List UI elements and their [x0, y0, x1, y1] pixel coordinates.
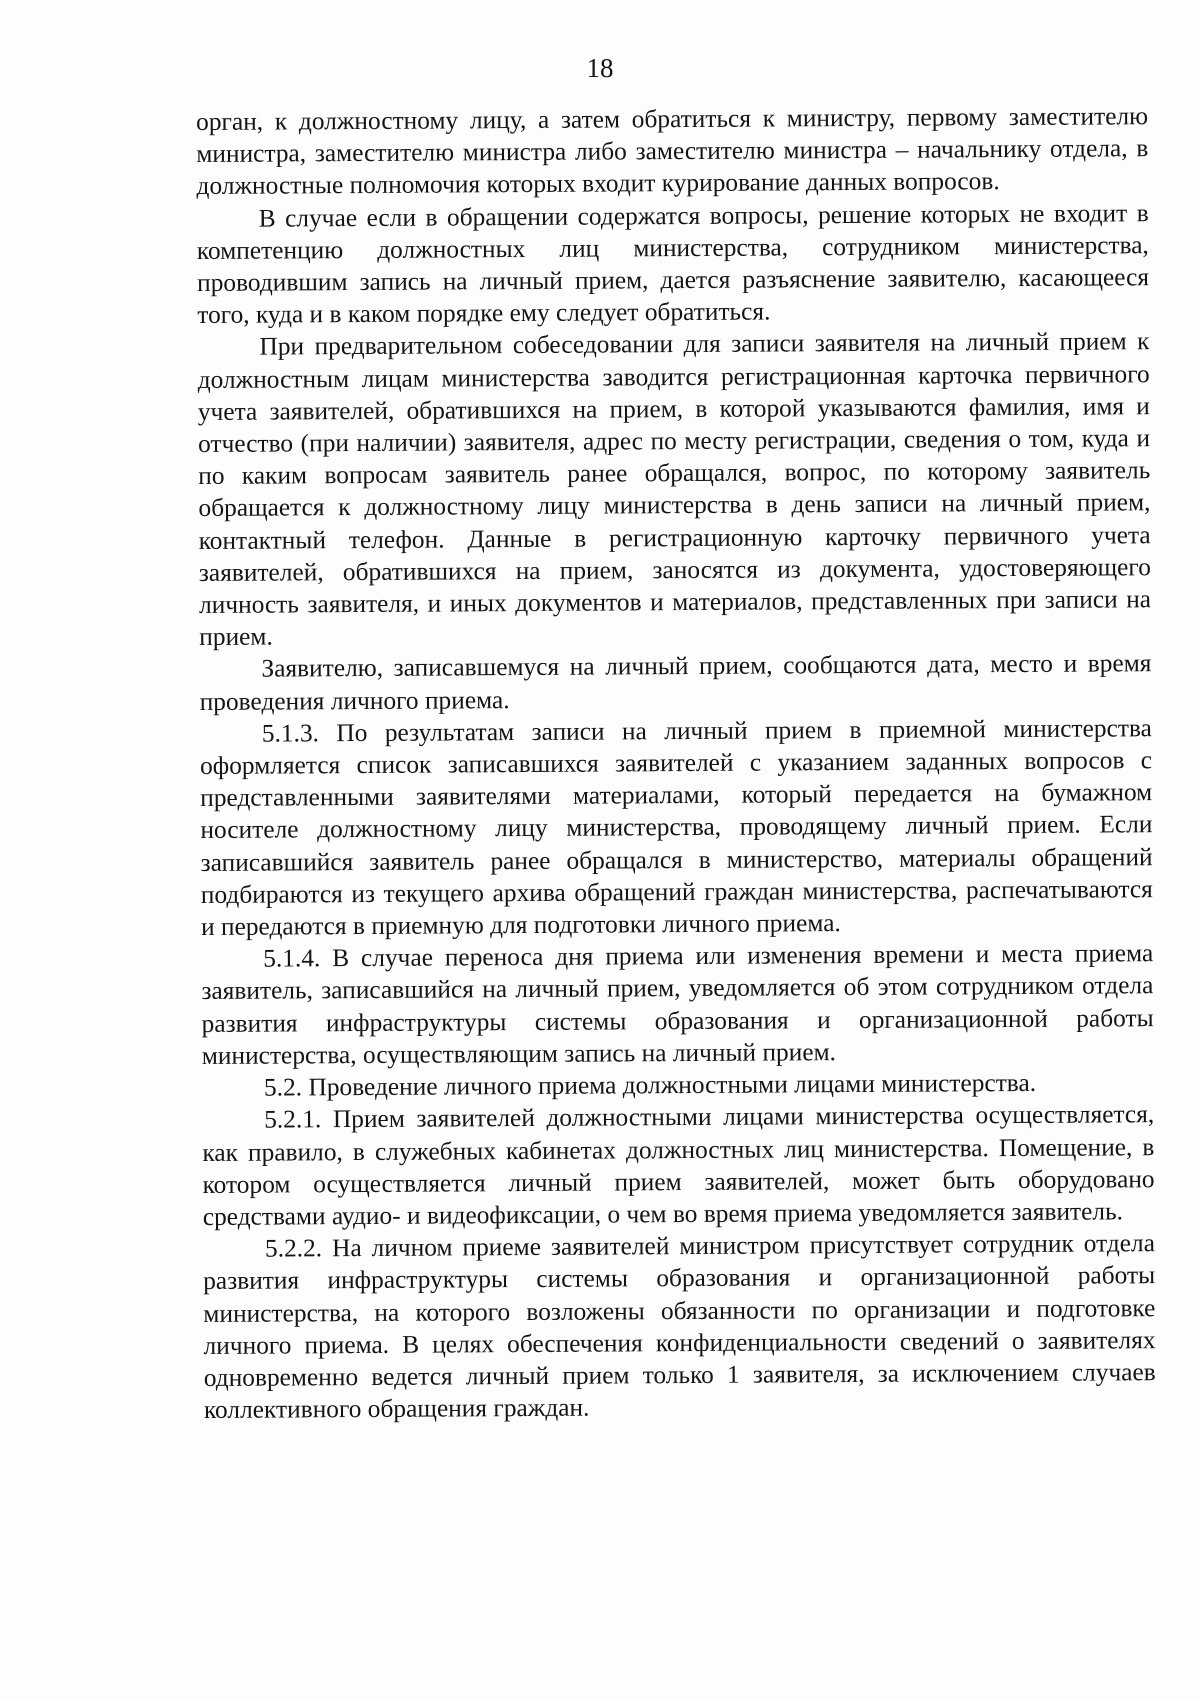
paragraph-date-notification: Заявителю, записавшемуся на личный прием, сообщаются дата, место и время проведения личного приема.	[199, 649, 1152, 716]
paragraph-registration-card: При предварительном собеседовании для записи заявителя на личный прием к должностным лицам министерства заводится регистрационная карточка первичного учета заявителей, обратившихся на прием, в которой указываются фамилия, имя и отчество (при наличии) заявителя, адрес по месту регистрации, сведения о том, куда и по каким вопросам заявитель ранее обращался, вопрос, по которому заявитель обращается к должностному лицу министерства в день записи на личный прием, контактный телефон. Данные в регистрационную карточку первичного учета заявителей, обратившихся на прием, заносятся из документа, удостоверяющего личность заявителя, и иных документов и материалов, представленных при записи на прием.	[197, 327, 1152, 652]
paragraph-continuation: орган, к должностному лицу, а затем обратиться к министру, первому заместителю министра, заместителю министра либо заместителю министра – начальнику отдела, в должностные полномочия которых входит курирование данных вопросов.	[196, 102, 1149, 201]
paragraph-5-2: 5.2. Проведение личного приема должностными лицами министерства.	[263, 1068, 1037, 1102]
paragraph-5-1-3: 5.1.3. По результатам записи на личный прием в приемной министерства оформляется список записавшихся заявителей с указанием заданных вопросов с представленными заявителями материалами, который передается на бумажном носителе должностному лицу министерства, проводящему личный прием. Если записавшийся заявитель ранее обращался в министерство, материалы обращений подбираются из текущего архива обращений граждан министерства, распечатываются и передаются в приемную для подготовки личного приема.	[199, 714, 1153, 942]
paragraph-5-1-4: 5.1.4. В случае переноса дня приема или изменения времени и места приема заявитель, записавшийся на личный прием, уведомляется об этом сотрудником отдела развития инфраструктуры системы образования и организационной работы министерства, осуществляющим запись на личный прием.	[201, 939, 1154, 1070]
document-body	[196, 100, 1156, 1426]
paragraph-outside-competence: В случае если в обращении содержатся вопросы, решение которых не входит в компетенцию должностных лиц министерства, сотрудником министерства, проводившим запись на личный прием, дается разъяснение заявителю, касающееся того, куда и в каком порядке ему следует обратиться.	[196, 198, 1150, 330]
paragraph-5-2-1: 5.2.1. Прием заявителей должностными лицами министерства осуществляется, как правило, в служебных кабинетах должностных лиц министерства. Помещение, в котором осуществляется личный прием заявителей, может быть оборудовано средствами аудио- и видеофиксации, о чем во время приема уведомляется заявитель.	[202, 1100, 1155, 1231]
paragraph-5-2-2: 5.2.2. На личном приеме заявителей министром присутствует сотрудник отдела развития инфраструктуры системы образования и организационной работы министерства, на которого возложены обязанности по организации и подготовке личного приема. В целях обеспечения конфиденциальности сведений о заявителях одновременно ведется личный прием только 1 заявителя, за исключением случаев коллективного обращения граждан.	[203, 1229, 1156, 1425]
page-number: 18	[586, 53, 614, 83]
